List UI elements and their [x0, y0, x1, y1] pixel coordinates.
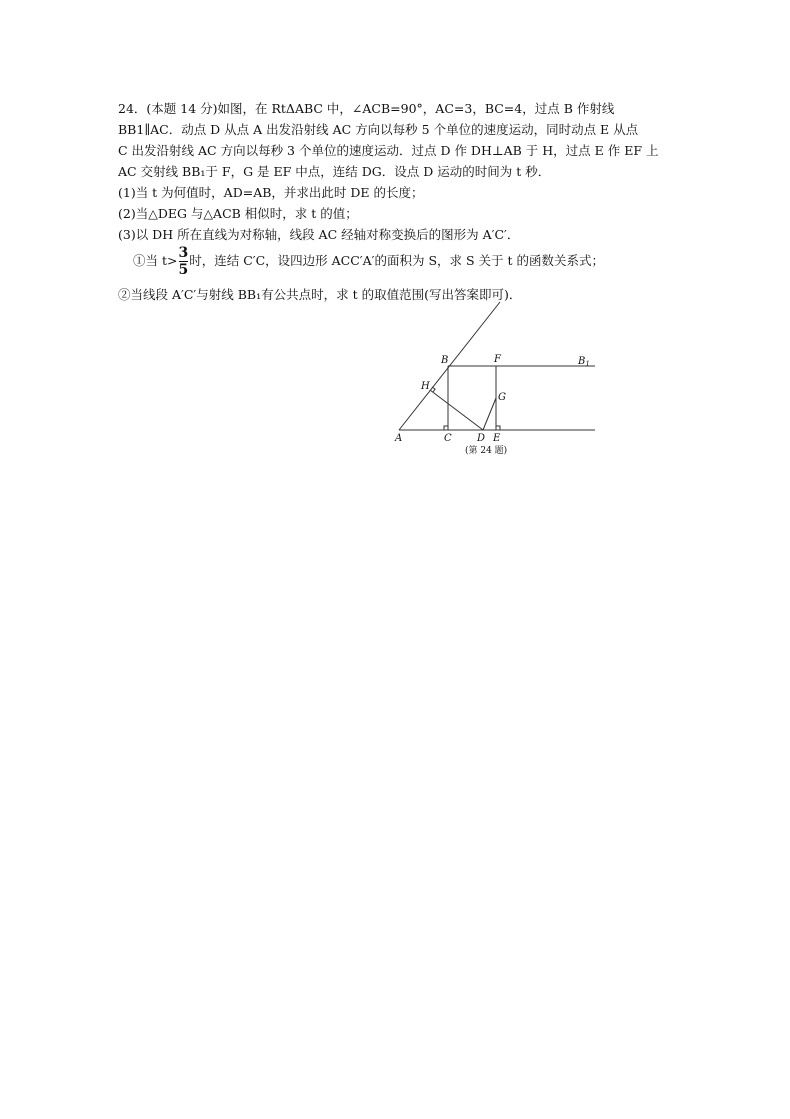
question-3a-suffix: 时，连结 C′C，设四边形 ACC′A′的面积为 S，求 S 关于 t 的函数关系式； — [189, 253, 605, 268]
fraction-denominator: 5 — [178, 262, 189, 278]
problem-line-1: 24．(本题 14 分)如图，在 RtΔABC 中，∠ACB=90°，AC=3，BC=4，过点 B 作射线 — [118, 101, 615, 116]
question-3b: ②当线段 A′C′与射线 BB₁有公共点时，求 t 的取值范围(写出答案即可)． — [118, 287, 522, 302]
label-a: A — [395, 433, 403, 444]
label-d: D — [477, 433, 486, 444]
problem-line-3: C 出发沿射线 AC 方向以每秒 3 个单位的速度运动．过点 D 作 DH⊥AB 于 H，过点 E 作 EF 上 — [118, 143, 659, 158]
problem-line-2: BB1∥AC．动点 D 从点 A 出发沿射线 AC 方向以每秒 5 个单位的速度运动，同时动点 E 从点 — [118, 122, 639, 137]
label-b1-subscript: 1 — [585, 360, 590, 368]
fraction-three-fifths — [178, 246, 188, 277]
question-3a-prefix: ①当 t> — [133, 253, 178, 268]
right-angle-c — [444, 426, 448, 430]
segment-dg — [483, 398, 496, 430]
geometry-figure — [390, 300, 605, 464]
question-1: (1)当 t 为何值时，AD=AB，并求出此时 DE 的长度； — [118, 185, 424, 200]
problem-line-4: AC 交射线 BB₁于 F，G 是 EF 中点，连结 DG．设点 D 运动的时间为 t 秒． — [118, 164, 551, 179]
geometry-diagram — [390, 300, 605, 460]
segment-dh — [430, 390, 483, 430]
question-2: (2)当△DEG 与△ACB 相似时，求 t 的值； — [118, 206, 358, 221]
label-h: H — [421, 381, 430, 392]
label-b1 — [577, 356, 590, 368]
label-c: C — [444, 433, 452, 444]
label-e: E — [493, 433, 501, 444]
fraction-numerator: 3 — [178, 245, 189, 261]
question-3a — [133, 246, 604, 277]
figure-caption: (第 24 题) — [465, 446, 508, 456]
label-f: F — [494, 354, 501, 365]
label-b: B — [441, 355, 449, 366]
label-b1-base: B — [578, 356, 586, 367]
question-3: (3)以 DH 所在直线为对称轴，线段 AC 经轴对称变换后的图形为 A′C′． — [118, 227, 520, 242]
label-g: G — [498, 392, 506, 403]
right-angle-e — [496, 426, 500, 430]
